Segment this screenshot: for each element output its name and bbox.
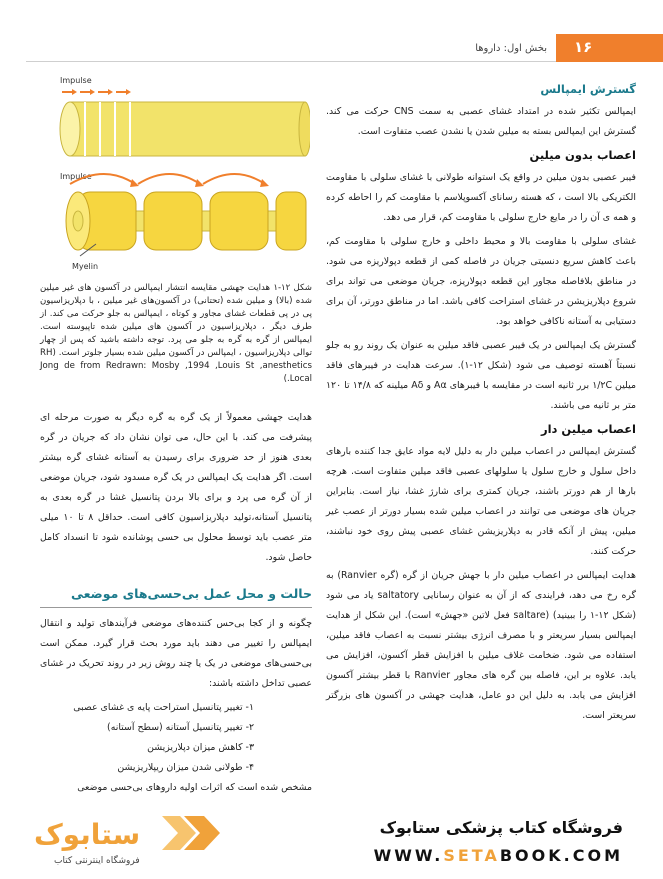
header-rule [26, 61, 556, 62]
unmyelinated-axon [60, 89, 310, 156]
list-item: ۱- تغییر پتانسیل استراحت پایه ی غشای عصبی [73, 702, 254, 713]
right-paragraph-2: فیبر عصبی بدون میلین در واقع یک استوانه طولانی با غشای سلولی با مقاومت الکتریکی بالا است ، که هسته رسانای آکسوپلاسم با مقاومت کم را احاطه کرده و همه ی آن را در مایع خارج سلولی با مقاومت کم، قرار می دهد. [326, 172, 636, 223]
page-number: ۱۶ [574, 38, 593, 56]
page-header [0, 34, 663, 62]
heading-rule [40, 607, 312, 608]
list-item: ۴- طولانی شدن میزان ریپلاریزیشن [117, 762, 254, 773]
list-item: ۳- کاهش میزان دپلاریزیشن [147, 742, 254, 753]
left-paragraph-2: چگونه و از کجا بی‌حس کننده‌های موضعی فرآیندهای تولید و انتقال ایمپالس را تغییر می دهند باید مورد بحث قرار گیرد. ممکن است بی‌حسی‌های موضعی در یک یا چند روش زیر در روند تحریک در غشای عصبی تداخل داشته باشند: [40, 618, 312, 689]
url-suffix: BOOK.COM [499, 846, 623, 865]
right-column [326, 76, 636, 730]
section-heading-impulse-spread: گسترش ایمپالس [540, 82, 636, 96]
section-heading-unmyelinated: اعصاب بدون میلین [529, 148, 636, 162]
shop-title: فروشگاه کتاب پزشکی ستابوک [379, 818, 623, 837]
myelinated-axon [66, 174, 306, 256]
footer-banner [0, 798, 663, 879]
right-paragraph-3: غشای سلولی با مقاومت بالا و محیط داخلی و خارج سلولی با مقاومت کم، باعث کاهش سریع دنسیتی جریان در فاصله کمی از قطعه دپولاریزه می شود. در مناطق بلافاصله مجاور این قطعه دپولاریزه، جریان موضعی می تواند برای شروع دپلاریزیشن در غشای استراحت کافی باشد. اما در مناطق دورتر، آن برای دستیابی به آستانه ناکافی خواهد بود. [326, 236, 636, 327]
right-paragraph-4: گسترش یک ایمپالس در یک فیبر عصبی فاقد میلین به عنوان یک روند رو به جلو نسبتاً آهسته توصیف می شود (شکل ۱۲-۱). سرعت هدایت در فیبرهای فاقد میلین ۱/۲C برر ثانیه است در مقایسه با فیبرهای Aα و Aδ میلینه که ۱۴/۸ تا ۱۲۰ متر بر ثانیه می باشند. [326, 340, 636, 411]
chapter-title: بخش اول: داروها [475, 43, 547, 54]
label-myelin: Myelin [72, 262, 99, 271]
label-impulse-top: Impulse [60, 76, 92, 85]
section-heading-mechanism: حالت و محل عمل بی‌حسی‌های موضعی [70, 586, 312, 601]
page-number-box [556, 34, 663, 62]
left-paragraph-1: هدایت جهشی معمولاً از یک گره به گره دیگر به صورت مرحله ای پیشرفت می کند. با این حال، می توان نشان داد که جریان در گره بعدی هنوز از حد ضروری برای رسیدن به آستانه غشای گره بیشتر است. اگر هدایت یک ایمپالس در یک گره مسدود شود، جریان موضعی از آن گره می پرد و برای بالا بردن پتانسیل غشا در گره بعدی به پتانسیل آستانه،تولید دپلاریزاسیون کافی است. حداقل ۸ تا ۱۰ میلی متر عصب باید توسط محلول بی حسی پوشانده شود تا انسداد کامل حاصل شود. [40, 412, 312, 563]
shop-url-link[interactable] [374, 846, 623, 865]
left-column [40, 282, 312, 802]
list-item: ۲- تغییر پتانسیل آستانه (سطح آستانه) [107, 722, 254, 733]
setabook-logo[interactable] [24, 810, 224, 870]
logo-wordmark: ستابوک [34, 818, 141, 851]
logo-mark-icon [24, 810, 224, 856]
url-accent: SETA [443, 846, 500, 865]
right-paragraph-5: گسترش ایمپالس در اعصاب میلین دار به دلیل لایه مواد عایق جدا کننده بارهای داخل سلول و خارج سلول یا سلولهای عصبی فاقد میلین متفاوت است. هرچه بارها از هم دورتر باشند، جریان کمتری برای شارژ غشا، نیاز است. بنابراین جریان های موضعی می توانند در اعصاب میلین شده بسیار دورتر از عصب غیر میلین، پیش از آنکه قادر به دپلاریزیشن غشای عصبی پیش روی خود نباشند، حرکت کنند. [326, 446, 636, 557]
logo-subtitle: فروشگاه اینترنتی کتاب [54, 856, 140, 866]
label-impulse-bottom: Impulse [60, 172, 92, 181]
figure-caption: شکل ۱۲-۱ هدایت جهشی مقایسه انتشار ایمپالس در آکسون های غیر میلین شده (بالا) و میلین شده (تحتانی) در آکسون‌های غیر میلین ، با دپلاریزاسیون پی در پی قطعات غشای مجاور و کوتاه ، ایمپالس به جلو حرکت می کند. از طرف دیگر ، دپلاریزاسیون در آکسون های میلین شده تاپیوسته است. ایمپالس از گره به گره به جلو می پرد. توجه داشته باشید که پس از چهار توالی دپلاریزاسیون ، ایمپالس در آکسون میلین شده بسیار جلوتر است. (RH Jong de from Redrawn: Mosby ,1994 ,Louis St ,anesthetics Local.) [40, 283, 312, 384]
nerve-diagram [50, 76, 310, 276]
section-heading-myelinated: اعصاب میلین دار [540, 422, 636, 436]
figure-nerve-conduction [50, 76, 310, 276]
url-prefix: WWW. [373, 846, 444, 865]
right-paragraph-1: ایمپالس تکثیر شده در امتداد غشای عصبی به سمت CNS حرکت می کند. گسترش این ایمپالس بسته به میلین شدن یا نشدن عصب متفاوت است. [326, 106, 636, 137]
right-paragraph-6: هدایت ایمپالس در اعصاب میلین دار با جهش جریان از گره (گره Ranvier) به گره رخ می دهد، فرایندی که از آن به عنوان رسانایی saltatory یاد می شود (شکل ۱۲-۱ را ببینید) (saltare فعل لاتین «جهش» است). این شکل از هدایت ایمپالس بسیار سریعتر و با مصرف انرژی بیشتر نسبت به اعصاب فاقد میلین، استفاده می شود. ضخامت غلاف میلین با افزایش قطر آکسون، افزایش می یابد. علاوه بر این، فاصله بین گره های مجاور Ranvier با قطر بیشتر آکسون افزایش می یابد. به دلیل این دو عامل، هدایت جهشی در آکسون های بزرگتر سریعتر است. [326, 570, 637, 721]
left-paragraph-3: مشخص شده است که اثرات اولیه داروهای بی‌حسی موضعی [77, 782, 312, 793]
